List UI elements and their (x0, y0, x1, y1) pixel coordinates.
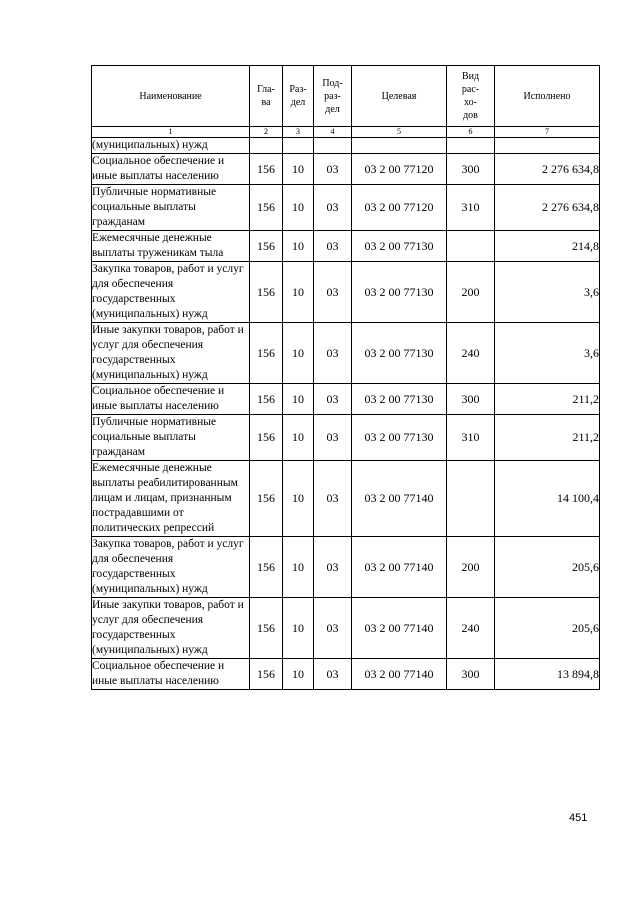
row-vid: 300 (447, 384, 495, 415)
row-target: 03 2 00 77130 (352, 262, 447, 323)
row-amount: 3,6 (495, 323, 600, 384)
row-vid: 240 (447, 323, 495, 384)
row-razdel: 10 (283, 262, 314, 323)
row-razdel: 10 (283, 154, 314, 185)
column-number: 2 (250, 127, 283, 138)
row-glava: 156 (250, 323, 283, 384)
table-row (92, 231, 600, 262)
row-podrazdel: 03 (314, 262, 352, 323)
row-razdel: 10 (283, 384, 314, 415)
row-amount: 3,6 (495, 262, 600, 323)
row-glava: 156 (250, 154, 283, 185)
row-name: Иные закупки товаров, работ и услуг для обеспечения государственных (муниципальных) нужд (92, 598, 250, 659)
row-podrazdel: 03 (314, 384, 352, 415)
empty-cell (283, 138, 314, 154)
column-number: 6 (447, 127, 495, 138)
table-row (92, 598, 600, 659)
row-target: 03 2 00 77120 (352, 154, 447, 185)
row-podrazdel: 03 (314, 537, 352, 598)
row-amount: 13 894,8 (495, 659, 600, 690)
row-name: Публичные нормативные социальные выплаты гражданам (92, 415, 250, 461)
row-vid: 310 (447, 185, 495, 231)
row-target: 03 2 00 77140 (352, 659, 447, 690)
table-row (92, 185, 600, 231)
column-number-row (92, 127, 600, 138)
row-glava: 156 (250, 461, 283, 537)
row-amount: 2 276 634,8 (495, 185, 600, 231)
row-name: Публичные нормативные социальные выплаты гражданам (92, 185, 250, 231)
header-name: Наименование (92, 66, 250, 127)
row-vid: 310 (447, 415, 495, 461)
row-podrazdel: 03 (314, 415, 352, 461)
row-vid: 240 (447, 598, 495, 659)
row-target: 03 2 00 77140 (352, 461, 447, 537)
row-glava: 156 (250, 537, 283, 598)
row-razdel: 10 (283, 659, 314, 690)
row-razdel: 10 (283, 598, 314, 659)
row-podrazdel: 03 (314, 231, 352, 262)
header-vid: Вид рас- хо- дов (447, 66, 495, 127)
row-target: 03 2 00 77130 (352, 323, 447, 384)
table-row (92, 154, 600, 185)
table-row (92, 461, 600, 537)
row-name: Ежемесячные денежные выплаты реабилитированным лицам и лицам, признанным пострадавшими от политических репрессий (92, 461, 250, 537)
empty-cell (352, 138, 447, 154)
row-glava: 156 (250, 231, 283, 262)
row-amount: 214,8 (495, 231, 600, 262)
row-glava: 156 (250, 384, 283, 415)
row-amount: 2 276 634,8 (495, 154, 600, 185)
row-target: 03 2 00 77130 (352, 384, 447, 415)
row-target: 03 2 00 77120 (352, 185, 447, 231)
table-row (92, 659, 600, 690)
row-name: Ежемесячные денежные выплаты труженикам тыла (92, 231, 250, 262)
page-number: 451 (569, 812, 588, 824)
table-row (92, 537, 600, 598)
row-vid: 200 (447, 262, 495, 323)
row-amount: 205,6 (495, 598, 600, 659)
row-amount: 211,2 (495, 415, 600, 461)
row-glava: 156 (250, 262, 283, 323)
row-vid (447, 231, 495, 262)
row-razdel: 10 (283, 415, 314, 461)
empty-cell (447, 138, 495, 154)
table-row (92, 415, 600, 461)
row-vid: 200 (447, 537, 495, 598)
budget-table (91, 65, 600, 690)
row-razdel: 10 (283, 185, 314, 231)
row-target: 03 2 00 77130 (352, 415, 447, 461)
header-target: Целевая (352, 66, 447, 127)
row-podrazdel: 03 (314, 659, 352, 690)
row-target: 03 2 00 77140 (352, 537, 447, 598)
row-vid (447, 461, 495, 537)
row-amount: 14 100,4 (495, 461, 600, 537)
header-amount: Исполнено (495, 66, 600, 127)
table-row (92, 323, 600, 384)
row-name: Социальное обеспечение и иные выплаты населению (92, 154, 250, 185)
column-number: 5 (352, 127, 447, 138)
header-glava: Гла- ва (250, 66, 283, 127)
row-razdel: 10 (283, 461, 314, 537)
row-razdel: 10 (283, 537, 314, 598)
header-razdel: Раз- дел (283, 66, 314, 127)
row-vid: 300 (447, 154, 495, 185)
table-row (92, 262, 600, 323)
header-podrazdel: Под- раз- дел (314, 66, 352, 127)
column-number: 3 (283, 127, 314, 138)
row-podrazdel: 03 (314, 598, 352, 659)
row-glava: 156 (250, 415, 283, 461)
row-amount: 211,2 (495, 384, 600, 415)
row-podrazdel: 03 (314, 154, 352, 185)
empty-cell (314, 138, 352, 154)
row-target: 03 2 00 77140 (352, 598, 447, 659)
row-razdel: 10 (283, 323, 314, 384)
continuation-row (92, 138, 600, 154)
row-name: Закупка товаров, работ и услуг для обеспечения государственных (муниципальных) нужд (92, 262, 250, 323)
header-row (92, 66, 600, 127)
row-podrazdel: 03 (314, 323, 352, 384)
row-name: Социальное обеспечение и иные выплаты населению (92, 384, 250, 415)
row-name: Социальное обеспечение и иные выплаты населению (92, 659, 250, 690)
row-razdel: 10 (283, 231, 314, 262)
empty-cell (495, 138, 600, 154)
row-glava: 156 (250, 598, 283, 659)
row-podrazdel: 03 (314, 185, 352, 231)
column-number: 7 (495, 127, 600, 138)
row-glava: 156 (250, 659, 283, 690)
row-glava: 156 (250, 185, 283, 231)
row-vid: 300 (447, 659, 495, 690)
table-row (92, 384, 600, 415)
column-number: 4 (314, 127, 352, 138)
column-number: 1 (92, 127, 250, 138)
empty-cell (250, 138, 283, 154)
continuation-text: (муниципальных) нужд (92, 138, 250, 154)
row-name: Иные закупки товаров, работ и услуг для обеспечения государственных (муниципальных) нужд (92, 323, 250, 384)
row-target: 03 2 00 77130 (352, 231, 447, 262)
row-name: Закупка товаров, работ и услуг для обеспечения государственных (муниципальных) нужд (92, 537, 250, 598)
row-amount: 205,6 (495, 537, 600, 598)
row-podrazdel: 03 (314, 461, 352, 537)
